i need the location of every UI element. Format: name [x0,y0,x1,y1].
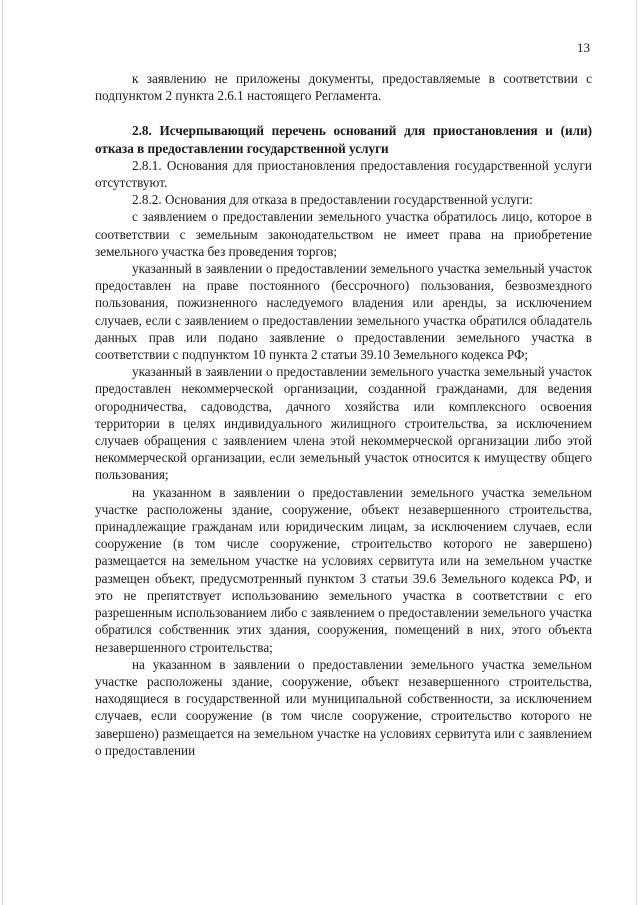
scan-edge-left [2,0,3,905]
paragraph: указанный в заявлении о предоставлении земельного участка земельный участок предоставлен на праве постоянного (бессрочного) пользования, безвозмездного пользования, пожизненного наследуемого владения или аренды, за исключением случаев, если с заявлением о предоставлении земельного участка обратился обладатель данных прав или подано заявление о предоставлении земельного участка в соответствии с подпунктом 10 пункта 2 статьи 39.10 Земельного кодекса РФ; [95,261,592,363]
paragraph: указанный в заявлении о предоставлении земельного участка земельный участок предоставлен некоммерческой организации, созданной гражданами, для ведения огородничества, садоводства, дачного хозяйства или комплексного освоения территории в целях индивидуального жилищного строительства, за исключением случаев обращения с заявлением члена этой некоммерческой организации либо этой некоммерческой организации, если земельный участок относится к имуществу общего пользования; [95,364,592,483]
page-number: 13 [577,40,590,55]
document-body [95,70,592,759]
paragraph: на указанном в заявлении о предоставлении земельного участка земельном участке расположены здание, сооружение, объект незавершенного строительства, находящиеся в государственной или муниципальной собственности, за исключением случаев, если сооружение (в том числе сооружение, строительство которого не завершено) размещается на земельном участке на условиях сервитута или с заявлением о предоставлении [95,656,592,758]
paragraph: 2.8.2. Основания для отказа в предоставлении государственной услуги: [132,192,533,208]
paragraph: к заявлению не приложены документы, предоставляемые в соответствии с подпунктом 2 пункта 2.6.1 настоящего Регламента. [95,71,592,104]
scan-edge-right [636,0,637,905]
paragraph: с заявлением о предоставлении земельного участка обратилось лицо, которое в соответствии с земельным законодательством не имеет права на приобретение земельного участка без проведения торгов; [95,209,592,259]
paragraph: 2.8.1. Основания для приостановления предоставления государственной услуги отсутствуют. [95,157,592,191]
paragraph: на указанном в заявлении о предоставлении земельного участка земельном участке расположены здание, сооружение, объект незавершенного строительства, принадлежащие гражданам или юридическим лицам, за исключением случаев, если сооружение (в том числе сооружение, строительство которого не завершено) размещается на земельном участке на условиях сервитута или на земельном участке размещен объект, предусмотренный пунктом 3 статьи 39.6 Земельного кодекса РФ, и это не препятствует использованию земельного участка в соответствии с его разрешенным использованием либо с заявлением о предоставлении земельного участка обратился собственник этих здания, сооружения, помещений в них, этого объекта незавершенного строительства; [95,484,592,655]
section-heading: 2.8. Исчерпывающий перечень оснований для приостановления и (или) отказа в предоставлении государственной услуги [95,123,592,156]
